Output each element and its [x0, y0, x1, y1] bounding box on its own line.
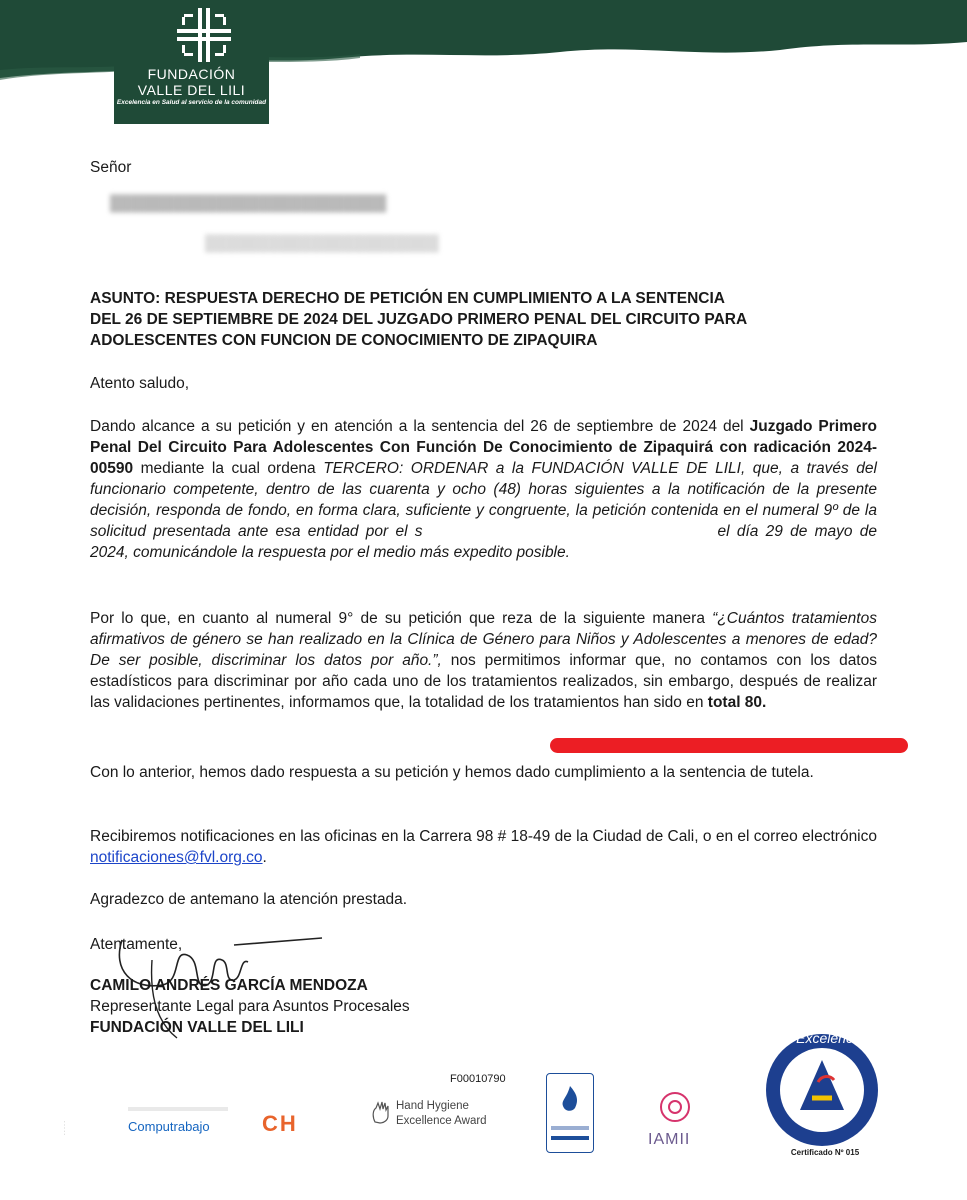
ch-logo: [262, 1085, 332, 1165]
seal-title: Excelencia: [796, 1030, 864, 1046]
icontec-badge: [546, 1085, 594, 1165]
hygiene-line-1: Hand Hygiene: [396, 1100, 469, 1112]
p1-order-end: el día 29 de mayo de 2024, comunicándole la respuesta por el medio más expedito posible.: [90, 523, 877, 561]
p1-mid: mediante la cual ordena: [133, 460, 324, 477]
seal-cert-number: Certificado Nº 015: [790, 1148, 860, 1157]
hand-hygiene-logo: [370, 1085, 520, 1165]
mother-child-icon: [654, 1085, 696, 1127]
p1-order: TERCERO: ORDENAR a la FUNDACIÓN VALLE DE LILI, que, a través del funcionario competente, dentro de las cuarenta y ocho (48) horas siguientes a la notificación de la presente decisión, responda de fondo, en forma clara, suficiente y congruente, la petición contenida en el numeral 9º de la solicitud presentada ante esa entidad por el s: [90, 460, 877, 540]
p2-total: total 80.: [707, 694, 767, 711]
redacted-recipient-name: ██████████████████████████: [110, 195, 387, 212]
subject-block: [90, 288, 877, 351]
document-code: F00010790: [450, 1073, 506, 1085]
signer-role: Representante Legal para Asuntos Procesales: [90, 998, 410, 1015]
paragraph-sentence: [90, 416, 877, 563]
logo-org-name: [114, 66, 269, 98]
subject-line-3: ADOLESCENTES CON FUNCION DE CONOCIMIENTO DE ZIPAQUIRA: [90, 332, 598, 349]
recipient-salutation: Señor: [90, 159, 132, 176]
paragraph-notifications: [90, 826, 877, 868]
supersalud-mark: · · · · ·: [62, 1121, 68, 1135]
p1-court-name: Juzgado Primero Penal Del Circuito Para Adolescentes Con Función De Conocimiento de Zipaquirá con radicación 2024-00590: [90, 418, 878, 477]
signer-name: CAMILO ANDRÉS GARCÍA MENDOZA: [90, 977, 368, 994]
signature-block: [90, 975, 877, 1038]
p4-end: .: [262, 849, 267, 866]
logo-name-line1: FUNDACIÓN: [147, 66, 236, 82]
foundation-logo: [114, 0, 269, 124]
cross-logo-icon: [174, 6, 234, 64]
p4-text: Recibiremos notificaciones en las oficinas en la Carrera 98 # 18-49 de la Ciudad de Cali, o en el correo electrónico: [90, 828, 877, 845]
subject-line-1: ASUNTO: RESPUESTA DERECHO DE PETICIÓN EN CUMPLIMIENTO A LA SENTENCIA: [90, 290, 725, 307]
flame-icon: [557, 1084, 583, 1114]
p2-answer: nos permitimos informar que, no contamos con los datos estadísticos para discriminar por año cada uno de los tratamientos realizados, sin embargo, después de realizar las validaciones pertinentes, informamos que, la totalidad de los tratamientos han sido en: [90, 652, 877, 711]
p2-intro: Por lo que, en cuanto al numeral 9° de su petición que reza de la siguiente manera: [90, 610, 713, 627]
logo-name-line2: VALLE DEL LILI: [137, 82, 246, 98]
computrabajo-logo: [128, 1085, 230, 1165]
email-link[interactable]: notificaciones@fvl.org.co: [90, 849, 263, 866]
iamii-logo: [640, 1085, 710, 1165]
iamii-text: IAMII: [648, 1131, 691, 1148]
accreditation-seal: [760, 1030, 885, 1150]
paragraph-answer: [90, 608, 877, 713]
greeting: Atento saludo,: [90, 375, 190, 392]
signer-org: FUNDACIÓN VALLE DEL LILI: [90, 1019, 304, 1036]
redacted-recipient-address: ██████████████████████: [205, 235, 439, 252]
thanks-line: Agradezco de antemano la atención prestada.: [90, 891, 408, 908]
red-highlight-underline: [550, 738, 908, 753]
p1-intro: Dando alcance a su petición y en atención a la sentencia del 26 de septiembre de 2024 del: [90, 418, 744, 435]
p2-question: “¿Cuántos tratamientos afirmativos de género se han realizado en la Clínica de Género para Niños y Adolescentes a menores de edad? De ser posible, discriminar los datos por año.”,: [90, 610, 877, 669]
paragraph-conclusion: Con lo anterior, hemos dado respuesta a su petición y hemos dado cumplimiento a la sentencia de tutela.: [90, 764, 814, 781]
logo-tagline: Excelencia en Salud al servicio de la comunidad: [116, 99, 267, 106]
hand-icon: [370, 1100, 392, 1124]
computrabajo-text: Computrabajo: [128, 1119, 210, 1134]
ch-logo-text: CH: [262, 1111, 298, 1136]
hygiene-line-2: Excellence Award: [396, 1115, 487, 1127]
closing: Atentamente,: [90, 936, 183, 953]
subject-line-2: DEL 26 DE SEPTIEMBRE DE 2024 DEL JUZGADO PRIMERO PENAL DEL CIRCUITO PARA: [90, 311, 748, 328]
